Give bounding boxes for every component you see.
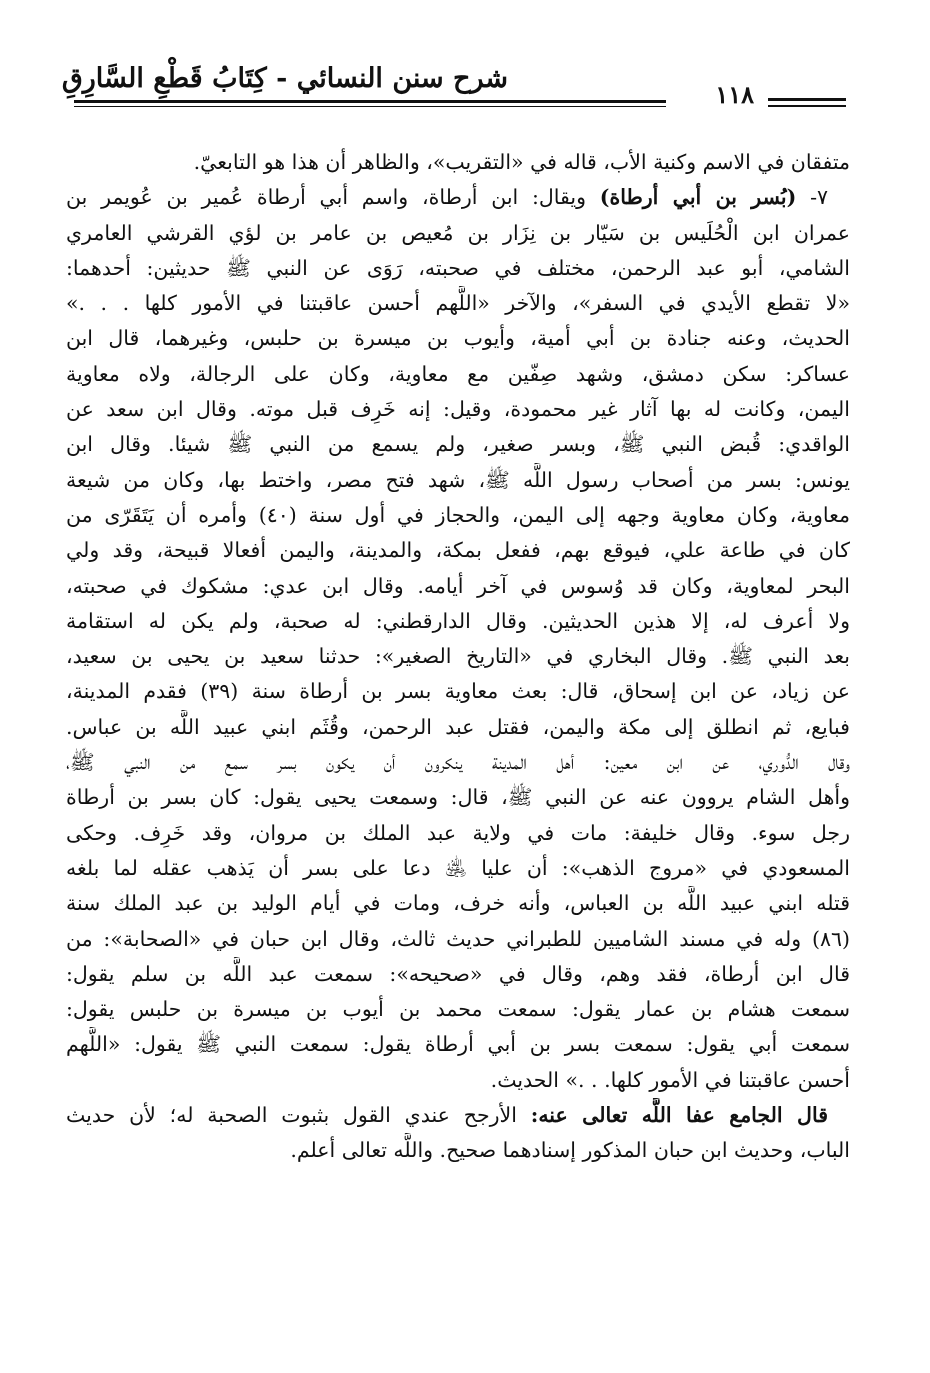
text-line	[66, 1027, 850, 1062]
text-line	[66, 286, 850, 321]
line-text: قال ابن أرطاة، فقد وهم، وقال في «صحيحه»: سمعت عبد اللَّه بن سلم يقول:	[66, 961, 850, 986]
header-rule-right-thick	[768, 98, 846, 101]
bold-heading: قال الجامع عفا اللَّه تعالى عنه:	[530, 1103, 828, 1128]
body-text	[66, 145, 850, 1169]
text-line	[66, 569, 850, 604]
line-text: يونس: بسر من أصحاب رسول اللَّه ﷺ، شهد فتح مصر، واختط بها، وكان من شيعة	[66, 467, 850, 492]
item-number: ٧-	[796, 185, 829, 210]
text-line	[66, 957, 850, 992]
header-rule-right-thin	[768, 105, 846, 107]
text-line	[66, 710, 850, 745]
text-line	[66, 216, 850, 251]
line-text: الشامي، أبو عبد الرحمن، مختلف في صحبته، رَوَى عن النبي ﷺ حديثين: أحدهما:	[66, 255, 850, 280]
text-line	[66, 851, 850, 886]
text-line	[66, 745, 850, 780]
line-text: متفقان في الاسم وكنية الأب، قاله في «التقريب»، والظاهر أن هذا هو التابعيّ.	[193, 150, 850, 174]
line-text: أحسن عاقبتنا في الأمور كلها. . .» الحديث.	[490, 1067, 850, 1092]
line-text: عساكر: سكن دمشق، وشهد صِفّين مع معاوية، وكان على الرجالة، ولاه معاوية	[66, 361, 850, 386]
text-line	[66, 922, 850, 957]
page-number: ١١٨	[715, 80, 754, 109]
text-line	[66, 886, 850, 921]
line-text: عن زياد، عن ابن إسحاق، قال: بعث معاوية بسر بن أرطاة سنة (٣٩) فقدم المدينة،	[66, 679, 850, 704]
text-line	[66, 639, 850, 674]
line-text: البحر لمعاوية، وكان قد وُسوس في آخر أيامه. وقال ابن عدي: مشكوك في صحبته،	[66, 573, 850, 598]
line-text: سمعت أبي يقول: سمعت بسر بن أبي أرطاة يقول: سمعت النبي ﷺ يقول: «اللَّهم	[66, 1032, 850, 1057]
text-line	[66, 498, 850, 533]
text-line	[66, 780, 850, 815]
line-text: الحديث، وعنه جنادة بن أبي أمية، وأيوب بن ميسرة بن حلبس، وغيرهما، قال ابن	[66, 326, 850, 351]
text-line	[66, 357, 850, 392]
line-text: كان في طاعة علي، فيوقع بهم، ففعل بمكة، والمدينة، واليمن أفعالا قبيحة، وقد ولي	[66, 538, 850, 563]
line-text: الباب، وحديث ابن حبان المذكور إسنادهما صحيح. واللَّه تعالى أعلم.	[290, 1138, 850, 1163]
line-text: معاوية، وكان معاوية وجهه إلى اليمن، والحجاز في أول سنة (٤٠) وأمره أن يَتَقَرّى من	[66, 502, 850, 527]
text-line	[66, 251, 850, 286]
text-line	[66, 1098, 850, 1133]
text-line	[66, 180, 850, 215]
line-text: بعد النبي ﷺ. وقال البخاري في «التاريخ الصغير»: حدثنا سعيد بن يحيى بن سعيد،	[66, 644, 850, 669]
text-line	[66, 1063, 850, 1098]
line-text: (٨٦) وله في مسند الشاميين للطبراني حديث ثالث، وقال ابن حبان في «الصحابة»: من	[66, 926, 850, 951]
line-text: «لا تقطع الأيدي في السفر»، والآخر «اللَّهم أحسن عاقبتنا في الأمور كلها . . .»	[66, 291, 850, 316]
text-line	[66, 463, 850, 498]
text-line	[66, 992, 850, 1027]
bold-heading: (بُسر بن أبي أرطاة)	[599, 185, 797, 210]
text-line	[66, 392, 850, 427]
text-line	[66, 533, 850, 568]
line-text: سمعت هشام بن عمار يقول: سمعت محمد بن أيوب بن ميسرة بن حلبس يقول:	[66, 997, 850, 1022]
line-text: ويقال: ابن أرطاة، واسم أبي أرطاة عُمير بن عُويمر بن	[66, 185, 600, 210]
line-text: قتله ابني عبيد اللَّه بن العباس، وأنه خرف، ومات في أيام الوليد بن عبد الملك سنة	[66, 891, 850, 916]
text-line	[66, 816, 850, 851]
line-text: عمران ابن الْحُلَيس بن سَيّار بن نِزَار بن مُعيص بن عامر بن لؤي القرشي العامري	[66, 220, 850, 245]
text-line	[66, 674, 850, 709]
line-text: وأهل الشام يروون عنه عن النبي ﷺ، قال: وسمعت يحيى يقول: كان بسر بن أرطاة	[66, 785, 850, 810]
line-text: فبايع، ثم انطلق إلى مكة واليمن، فقتل عبد الرحمن، وقُثَم ابني عبيد اللَّه بن عباس.	[66, 714, 850, 739]
line-text: الأرجح عندي القول بثبوت الصحبة له؛ لأن حديث	[66, 1103, 531, 1128]
header-rule-thin	[74, 106, 666, 107]
line-text: وقال الدُّوري، عن ابن معين: أهل المدينة ينكرون أن يكون بسر سمع من النبي ﷺ،	[66, 750, 850, 775]
line-text: الواقدي: قُبض النبي ﷺ، وبسر صغير، ولم يسمع من النبي ﷺ شيئا. وقال ابن	[66, 432, 850, 457]
text-line	[66, 1133, 850, 1168]
running-title: شرح سنن النسائي - كِتَابُ قَطْعِ السَّارِقِ	[61, 63, 508, 94]
line-text: المسعودي في «مروج الذهب»: أن عليا ﵁ دعا على بسر أن يَذهب عقله لما بلغه	[66, 855, 850, 880]
line-text: رجل سوء. وقال خليفة: مات في ولاية عبد الملك بن مروان، وقد خَرِف. وحكى	[66, 820, 850, 845]
text-line	[66, 427, 850, 462]
header-rule-thick	[74, 100, 666, 103]
line-text: ولا أعرف له، إلا هذين الحديثين. وقال الدارقطني: له صحبة، ولم يكن له استقامة	[66, 608, 850, 633]
page-header	[61, 62, 846, 112]
text-line	[66, 145, 850, 180]
text-line	[66, 321, 850, 356]
text-line	[66, 604, 850, 639]
line-text: اليمن، وكانت له بها آثار غير محمودة، وقيل: إنه خَرِف قبل موته. وقال ابن سعد عن	[66, 397, 850, 422]
